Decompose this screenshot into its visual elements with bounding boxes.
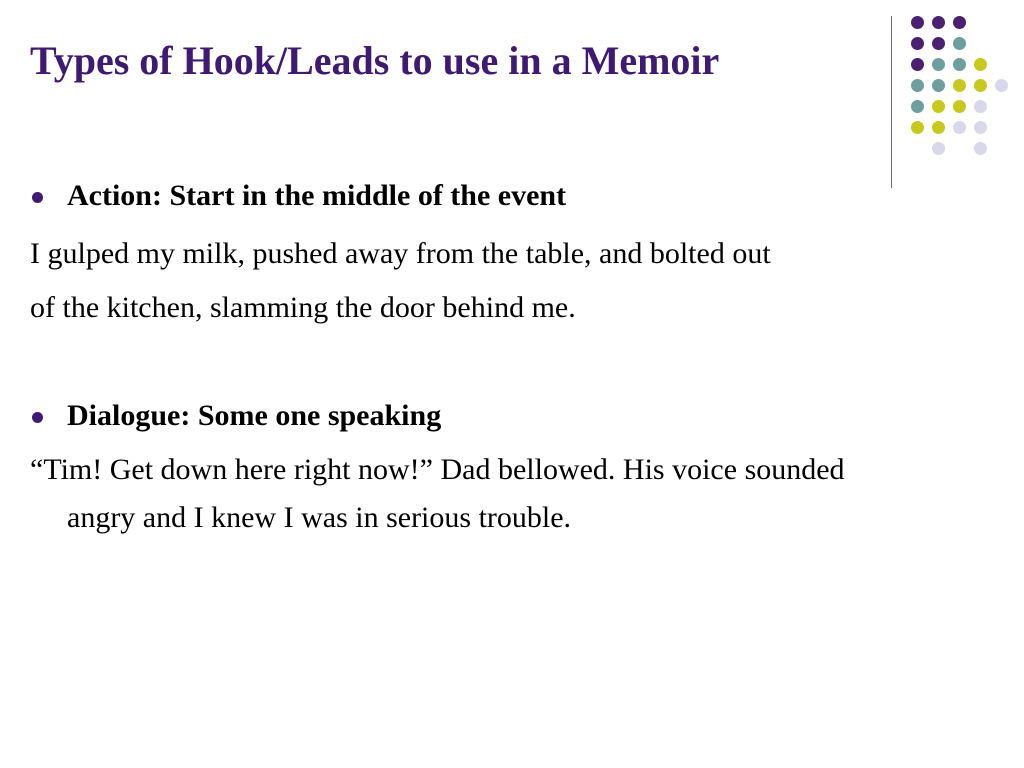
decor-dot: [953, 121, 966, 134]
bullet-icon: [32, 192, 43, 203]
action-paragraph-2: of the kitchen, slamming the door behind me.: [30, 291, 576, 324]
decor-dot: [911, 58, 924, 71]
slide-title: Types of Hook/Leads to use in a Memoir: [30, 38, 720, 83]
decor-dot: [932, 142, 945, 155]
decor-dot: [953, 100, 966, 113]
bullet-dialogue: [30, 392, 910, 440]
decor-dot: [932, 100, 945, 113]
bullet-icon: [32, 412, 43, 423]
decor-dot: [911, 79, 924, 92]
bullet-action: [30, 172, 910, 220]
decor-dot: [974, 142, 987, 155]
action-paragraph-1: I gulped my milk, pushed away from the table, and bolted out: [30, 237, 771, 270]
decor-dot: [911, 16, 924, 29]
dot-grid-decoration: [0, 0, 1024, 200]
bullet-action-heading: Action: Start in the middle of the event: [67, 179, 567, 212]
decor-dot: [974, 100, 987, 113]
decor-dot: [995, 79, 1008, 92]
decor-dot: [911, 100, 924, 113]
decor-dot: [974, 58, 987, 71]
decor-dot: [911, 121, 924, 134]
decor-dot: [953, 58, 966, 71]
decor-dot: [911, 37, 924, 50]
decor-dot: [974, 121, 987, 134]
decor-dot: [953, 37, 966, 50]
slide-body: [30, 172, 910, 542]
decor-dot: [953, 79, 966, 92]
decor-dot: [974, 79, 987, 92]
dialogue-paragraph: “Tim! Get down here right now!” Dad bellowed. His voice sounded angry and I knew I was in serious trouble.: [30, 453, 845, 534]
decor-dot: [953, 16, 966, 29]
decor-dot: [932, 37, 945, 50]
decor-dot: [932, 58, 945, 71]
bullet-dialogue-heading: Dialogue: Some one speaking: [67, 399, 442, 432]
decor-dot: [932, 79, 945, 92]
decor-dot: [932, 121, 945, 134]
decor-dot: [932, 16, 945, 29]
